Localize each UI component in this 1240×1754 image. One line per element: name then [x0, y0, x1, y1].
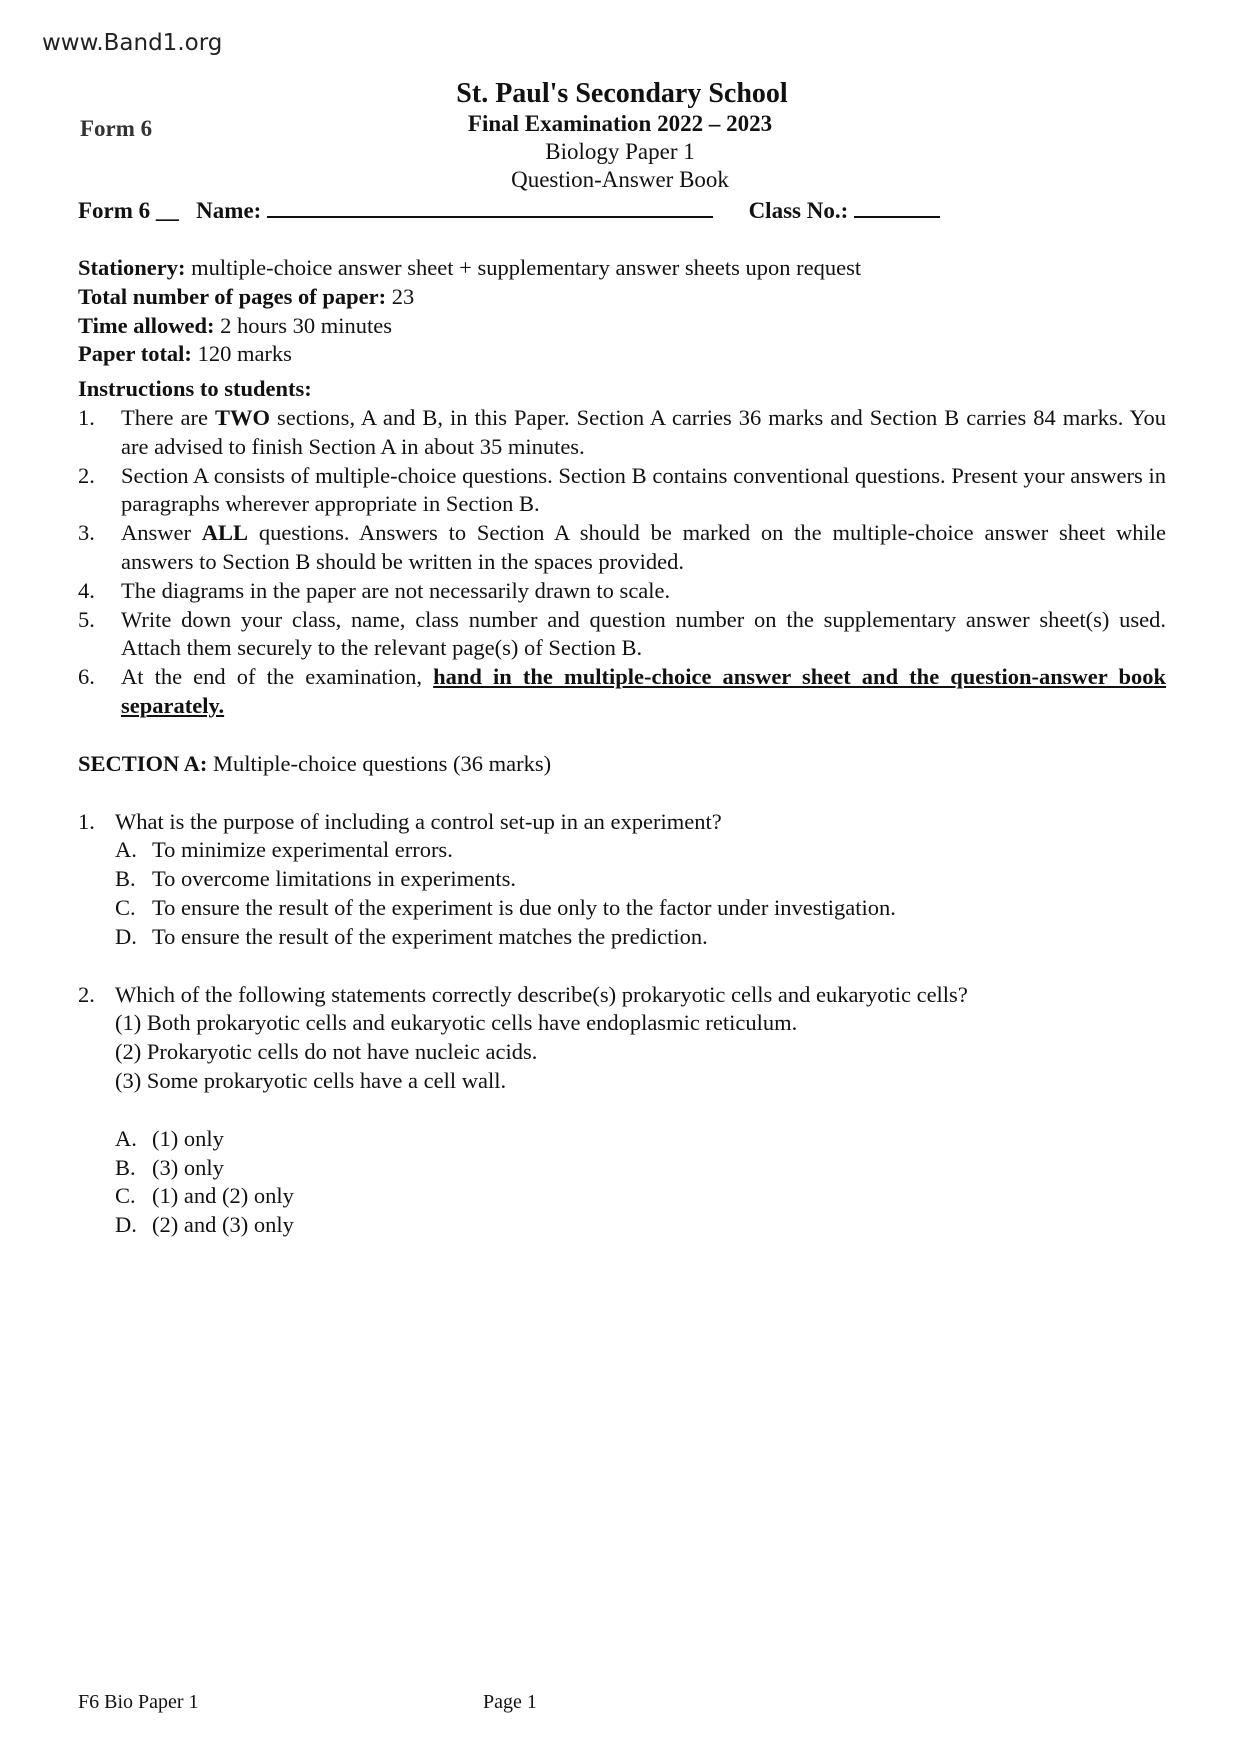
- section-title: Multiple-choice questions (36 marks): [213, 750, 552, 776]
- class-no-field[interactable]: [854, 196, 940, 218]
- instruction-text: There are: [121, 404, 215, 430]
- instruction-text: Answer: [121, 520, 202, 546]
- footer-paper-label: F6 Bio Paper 1: [78, 1691, 199, 1713]
- option-c: [115, 894, 1166, 923]
- section-a-heading: [78, 750, 1166, 779]
- instruction-text: sections, A and B, in this Paper. Section A carries 36 marks and Section B carries 84 marks. You are advised to finish Section A in about 35 minutes.: [121, 404, 1166, 459]
- instruction-text: The diagrams in the paper are not necessarily drawn to scale.: [121, 577, 671, 603]
- name-field[interactable]: [267, 196, 713, 218]
- option-b: [115, 1154, 1166, 1183]
- option-text: (1) only: [152, 1125, 224, 1151]
- footer-page-number: Page 1: [483, 1691, 537, 1713]
- instruction-text: Section A consists of multiple-choice questions. Section B contains conventional questions. Present your answers in paragraphs wherever appropriate in Section B.: [121, 462, 1166, 517]
- option-text: To minimize experimental errors.: [152, 837, 453, 863]
- section-label: SECTION A:: [78, 750, 208, 776]
- option-text: (3) only: [152, 1154, 224, 1180]
- option-d: [115, 1211, 1166, 1240]
- instruction-number: 3.: [78, 520, 95, 546]
- instruction-number: 4.: [78, 577, 95, 603]
- instruction-emphasis: ALL: [201, 520, 249, 546]
- option-text: (2) and (3) only: [152, 1212, 294, 1238]
- meta-value: 120 marks: [197, 341, 292, 367]
- title-block: [0, 78, 1240, 194]
- meta-label: Total number of pages of paper:: [78, 283, 387, 309]
- instruction-item: [78, 519, 1166, 577]
- option-a: [115, 1125, 1166, 1154]
- book-title: Question-Answer Book: [511, 167, 729, 192]
- student-info-row: [78, 196, 940, 224]
- instruction-text: Write down your class, name, class number and question number on the supplementary answer sheet(s) used. Attach them securely to the relevant page(s) of Section B.: [121, 606, 1166, 661]
- option-letter: C.: [115, 1183, 136, 1209]
- meta-pages: [78, 283, 1166, 312]
- option-letter: D.: [115, 923, 137, 949]
- question-text: What is the purpose of including a control set-up in an experiment?: [115, 808, 722, 834]
- name-label: Name:: [196, 198, 262, 223]
- instructions-list: [78, 404, 1166, 721]
- instruction-emphasis: TWO: [214, 404, 270, 430]
- option-b: [115, 865, 1166, 894]
- meta-label: Stationery:: [78, 255, 186, 280]
- meta-value: 2 hours 30 minutes: [220, 312, 392, 338]
- instruction-number: 6.: [78, 664, 95, 690]
- instruction-number: 2.: [78, 462, 95, 488]
- question-2: [78, 981, 1166, 1240]
- option-letter: D.: [115, 1212, 137, 1238]
- option-text: (1) and (2) only: [152, 1183, 294, 1209]
- form-tag: Form 6: [80, 116, 153, 141]
- meta-total: [78, 340, 1166, 369]
- form-blank[interactable]: __: [155, 198, 179, 223]
- instruction-number: 5.: [78, 606, 95, 632]
- exam-title: Final Examination 2022 – 2023: [467, 111, 773, 136]
- question-number: 1.: [78, 808, 95, 834]
- meta-label: Time allowed:: [78, 312, 215, 338]
- statement-1: (1) Both prokaryotic cells and eukaryotic cells have endoplasmic reticulum.: [115, 1010, 798, 1036]
- instruction-item: [78, 462, 1166, 520]
- instruction-text: questions. Answers to Section A should be marked on the multiple-choice answer sheet while answers to Section B should be written in the spaces provided.: [121, 520, 1167, 574]
- option-letter: A.: [115, 837, 137, 863]
- option-a: [115, 836, 1166, 865]
- option-letter: B.: [115, 866, 136, 892]
- question-number: 2.: [78, 981, 95, 1007]
- watermark-url: www.Band1.org: [42, 30, 223, 56]
- school-name: St. Paul's Secondary School: [456, 78, 788, 109]
- option-d: [115, 923, 1166, 952]
- instruction-text: At the end of the examination,: [121, 664, 434, 690]
- option-text: To ensure the result of the experiment matches the prediction.: [152, 923, 708, 949]
- option-text: To overcome limitations in experiments.: [152, 866, 516, 892]
- instruction-item: [78, 606, 1166, 664]
- option-letter: C.: [115, 894, 136, 920]
- meta-label: Paper total:: [78, 341, 192, 367]
- class-no-label: Class No.:: [748, 198, 849, 223]
- option-c: [115, 1182, 1166, 1211]
- statement-2: (2) Prokaryotic cells do not have nucleic acids.: [115, 1039, 538, 1065]
- statement-3: (3) Some prokaryotic cells have a cell wall.: [115, 1067, 507, 1093]
- instruction-item: [78, 663, 1166, 721]
- meta-value: multiple-choice answer sheet + supplementary answer sheets upon request: [191, 255, 862, 280]
- instruction-number: 1.: [78, 404, 95, 430]
- instruction-item: [78, 577, 1166, 606]
- form-label: Form 6: [78, 198, 151, 223]
- instruction-emphasis: hand in the multiple-choice answer sheet and the question-answer book separately.: [121, 664, 1167, 718]
- instruction-item: [78, 404, 1166, 462]
- paper-title: Biology Paper 1: [545, 139, 695, 164]
- meta-value: 23: [391, 283, 415, 309]
- meta-time: [78, 312, 1166, 341]
- question-text: Which of the following statements correctly describe(s) prokaryotic cells and eukaryotic cells?: [115, 981, 968, 1007]
- question-1: [78, 808, 1166, 952]
- option-letter: B.: [115, 1154, 136, 1180]
- option-letter: A.: [115, 1125, 137, 1151]
- instructions-heading: Instructions to students:: [78, 376, 312, 402]
- meta-stationery: [78, 254, 1166, 283]
- paper-meta: [78, 254, 1166, 369]
- option-text: To ensure the result of the experiment is due only to the factor under investigation.: [152, 894, 896, 920]
- document-body: [78, 254, 1166, 1240]
